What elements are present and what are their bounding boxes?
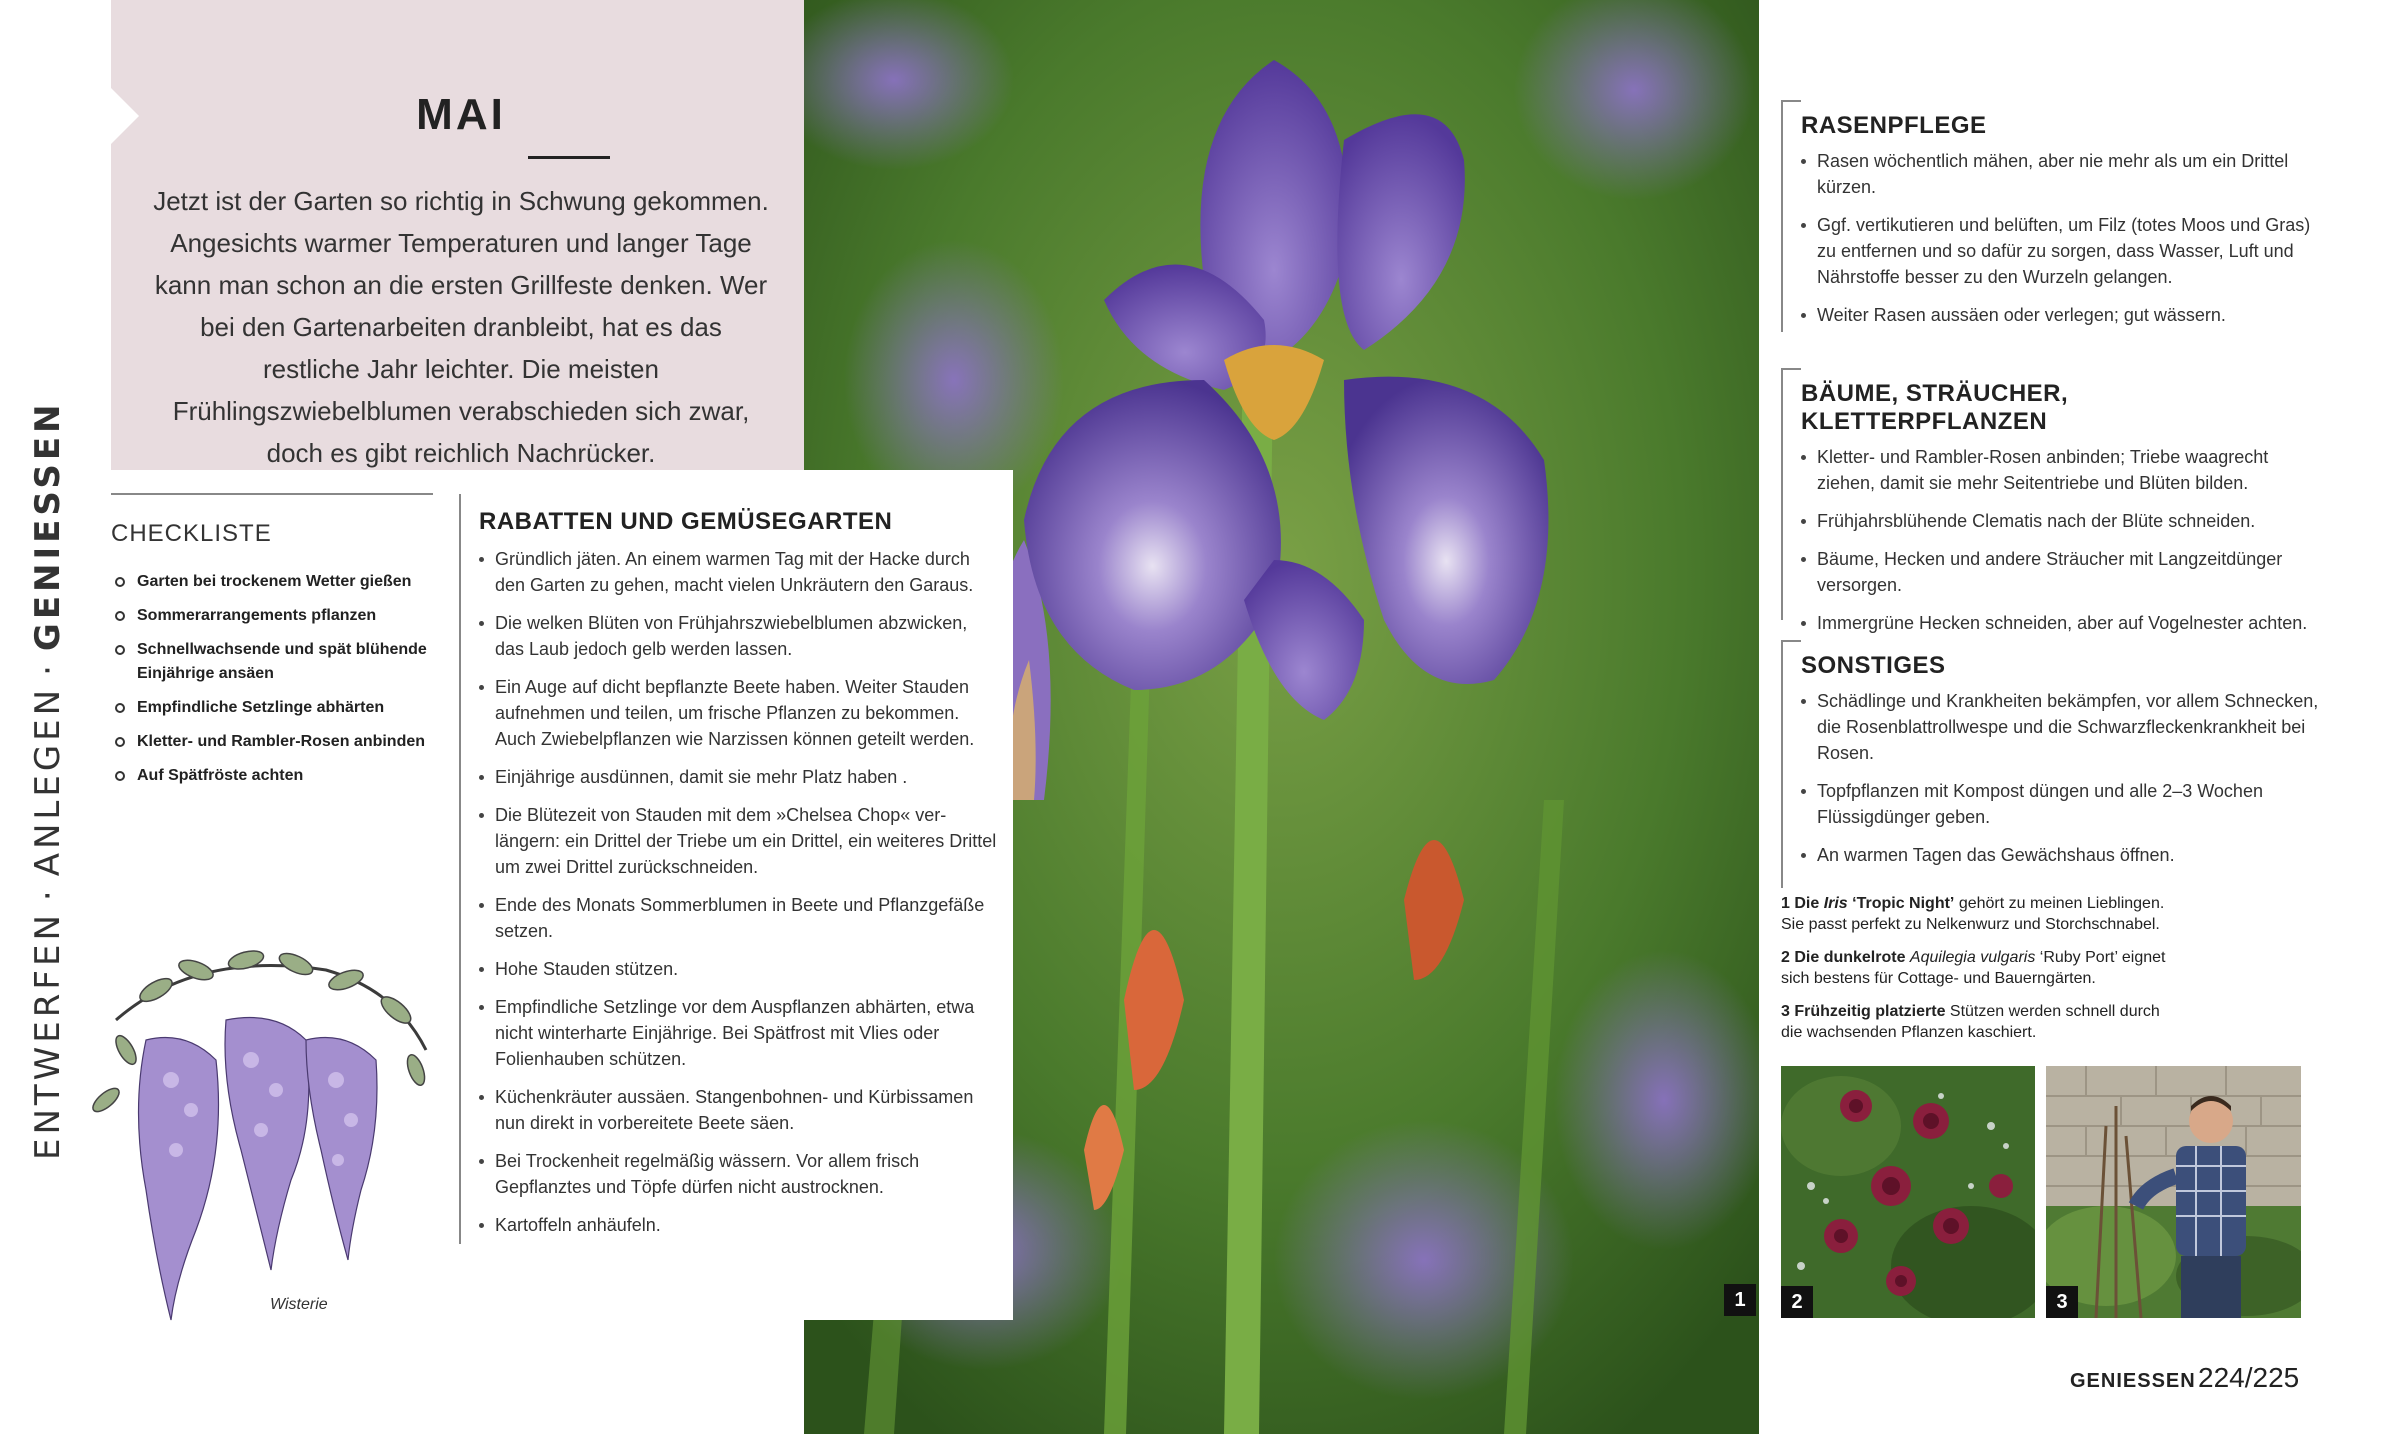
caption-rest: ‘Ruby Port’ eignet sich bestens für Cottage- und Bauerngärten.	[1781, 949, 2166, 987]
list-item: Frühjahrsblühende Clematis nach der Blüte schneiden.	[1817, 508, 2321, 534]
sonstiges-list	[1783, 688, 2321, 868]
list-item: Küchenkräuter aussäen. Stangenbohnen- und Kürbissamen nun direkt in vorbereitete Beete säen.	[495, 1084, 999, 1136]
footer-section-label: GENIESSEN	[2070, 1370, 2196, 1392]
side-title-anlegen: ANLEGEN	[28, 685, 68, 877]
checklist-item: Kletter- und Rambler-Rosen anbinden	[111, 730, 441, 754]
baeume-list	[1783, 444, 2321, 636]
caption-lead: 3 Frühzeitig platzierte	[1781, 1003, 1946, 1020]
list-item: Bäume, Hecken und andere Sträucher mit Langzeitdünger versorgen.	[1817, 546, 2321, 598]
side-title-geniessen: GENIESSEN	[28, 400, 68, 652]
sonstiges-title: SONSTIGES	[1801, 652, 1946, 679]
photo-number-1: 1	[1724, 1284, 1756, 1316]
caption-2	[1781, 947, 2181, 989]
checklist-item: Schnellwachsende und spät blühende Einjährige ansäen	[111, 638, 441, 686]
list-item: Schädlinge und Krankheiten bekämpfen, vor allem Schnecken, die Rosenblattrollwespe und die Schwarzfleckenkrankheit bei Rosen.	[1817, 688, 2321, 766]
rasen-section	[1781, 100, 2321, 332]
caption-italic: Iris	[1823, 895, 1848, 912]
checklist-item: Auf Spätfröste achten	[111, 764, 441, 788]
list-item: Ein Auge auf dicht bepflanzte Beete haben. Weiter Stauden aufnehmen und teilen, um frische Pflanzen zu bekommen. Auch Zwiebelpflanzen wie Narzissen können geteilt werden.	[495, 674, 999, 752]
caption-3	[1781, 1001, 2181, 1043]
month-title: MAI	[416, 90, 506, 139]
gardener-photo	[2046, 1066, 2301, 1318]
caption-1	[1781, 893, 2181, 935]
intro-notch	[111, 88, 139, 144]
list-item: Hohe Stauden stützen.	[495, 956, 999, 982]
checklist-item: Empfindliche Setzlinge abhärten	[111, 696, 441, 720]
photo-number-2: 2	[1781, 1286, 1813, 1318]
caption-lead: 1 Die	[1781, 895, 1824, 912]
baeume-title: BÄUME, STRÄUCHER, KLETTERPFLANZEN	[1801, 380, 2069, 435]
checklist	[111, 570, 441, 798]
list-item: An warmen Tagen das Gewächshaus öffnen.	[1817, 842, 2321, 868]
rasen-list	[1783, 148, 2321, 328]
rasen-title: RASENPFLEGE	[1801, 112, 1987, 139]
list-item: Ende des Monats Sommerblumen in Beete und Pflanzgefäße setzen.	[495, 892, 999, 944]
caption-bold: ‘Tropic Night’	[1847, 895, 1955, 912]
baeume-section	[1781, 368, 2321, 633]
page-numbers: 224/225	[2198, 1362, 2300, 1393]
rabatten-title: RABATTEN UND GEMÜSEGARTEN	[479, 508, 893, 535]
list-item: Die welken Blüten von Frühjahrszwiebelblumen abzwicken, das Laub jedoch gelb werden lassen.	[495, 610, 999, 662]
wisteria-label: Wisterie	[270, 1296, 328, 1313]
rabatten-section	[459, 494, 999, 1244]
month-underline	[528, 156, 610, 159]
checklist-rule	[111, 493, 433, 495]
caption-lead: 2 Die dunkelrote	[1781, 949, 1910, 966]
checklist-item: Garten bei trockenem Wetter gießen	[111, 570, 441, 594]
intro-box	[111, 0, 811, 470]
list-item: Empfindliche Setzlinge vor dem Auspflanzen abhärten, etwa nicht winterharte Einjährige. Bei Spätfrost mit Vlies oder Folienhauben schützen.	[495, 994, 999, 1072]
side-title-separator: ·	[28, 661, 68, 676]
list-item: Rasen wöchentlich mähen, aber nie mehr als um ein Drittel kürzen.	[1817, 148, 2321, 200]
rabatten-list	[461, 546, 999, 1238]
list-item: Kartoffeln anhäufeln.	[495, 1212, 999, 1238]
list-item: Die Blütezeit von Stauden mit dem »Chelsea Chop« verlängern: ein Drittel der Triebe um ein Drittel, ein weiteres Drittel um zwei Drittel zurückschneiden.	[495, 802, 999, 880]
side-title-entwerfen: ENTWERFEN	[28, 911, 68, 1160]
caption-rest: Stützen werden schnell durch die wachsenden Pflanzen kaschiert.	[1781, 1003, 2160, 1041]
list-item: Einjährige ausdünnen, damit sie mehr Platz haben .	[495, 764, 999, 790]
aquilegia-photo	[1781, 1066, 2035, 1318]
side-title-separator: ·	[28, 886, 68, 902]
checklist-title: CHECKLISTE	[111, 520, 272, 547]
list-item: Topfpflanzen mit Kompost düngen und alle 2–3 Wochen Flüssigdünger geben.	[1817, 778, 2321, 830]
list-item: Ggf. vertikutieren und belüften, um Filz (totes Moos und Gras) zu entfernen und so dafür zu sorgen, dass Wasser, Luft und Nährstoffe besser zu den Wurzeln gelangen.	[1817, 212, 2321, 290]
wisteria-illustration	[76, 930, 436, 1340]
photo-captions	[1781, 893, 2181, 1055]
caption-italic: Aquilegia vulgaris	[1909, 949, 2036, 966]
photo-number-3: 3	[2046, 1286, 2078, 1318]
sonstiges-section	[1781, 640, 2321, 888]
caption-rest: gehört zu meinen Lieblingen. Sie passt perfekt zu Nelkenwurz und Storchschnabel.	[1781, 895, 2165, 933]
list-item: Immergrüne Hecken schneiden, aber auf Vogelnester achten.	[1817, 610, 2321, 636]
list-item: Kletter- und Rambler-Rosen anbinden; Triebe waagrecht ziehen, damit sie mehr Seitentriebe und Blüten bilden.	[1817, 444, 2321, 496]
checklist-item: Sommerarrangements pflanzen	[111, 604, 441, 628]
list-item: Bei Trockenheit regelmäßig wässern. Vor allem frisch Gepflanztes und Töpfe dürfen nicht austrocknen.	[495, 1148, 999, 1200]
intro-text: Jetzt ist der Garten so richtig in Schwung gekommen. Angesichts warmer Temperaturen und langer Tage kann man schon an die ersten Grillfeste denken. Wer bei den Gartenarbeiten dranbleibt, hat es das restliche Jahr leichter. Die meisten Frühlingszwiebelblumen verabschieden sich zwar, doch es gibt reichlich Nachrücker.	[153, 186, 769, 468]
list-item: Gründlich jäten. An einem warmen Tag mit der Hacke durch den Garten zu gehen, macht vielen Unkräutern den Garaus.	[495, 546, 999, 598]
list-item: Weiter Rasen aussäen oder verlegen; gut wässern.	[1817, 302, 2321, 328]
